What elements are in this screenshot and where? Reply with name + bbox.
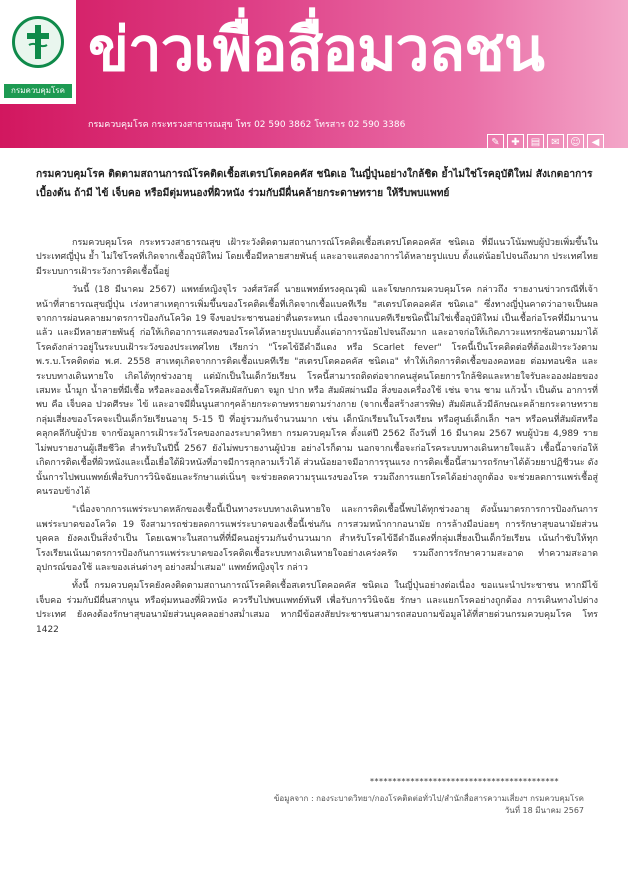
article-title: กรมควบคุมโรค ติดตามสถานการณ์โรคติดเชื้อสเตรปโตคอคคัส ชนิดเอ ในญี่ปุ่นอย่างใกล้ชิด ย้ำไม่ใช่โรคอุบัติใหม่ สังเกตอาการเบื้องต้น ถ้ามี ไข้ เจ็บคอ หรือมีตุ่มหนองที่ผิวหนัง ร่วมกับมีผื่นคล้ายกระดาษทราย ให้รีบพบแพทย์	[36, 169, 593, 199]
publish-date: วันที่ 18 มีนาคม 2567	[504, 806, 584, 815]
contact-line: กรมควบคุมโรค กระทรวงสาธารณสุข โทร 02 590 3862 โทรสาร 02 590 3386	[88, 120, 406, 130]
header-banner	[0, 0, 628, 148]
plus-icon[interactable]: ✚	[507, 134, 524, 151]
document-icon[interactable]: ▤	[527, 134, 544, 151]
megaphone-icon[interactable]: ◀	[587, 134, 604, 151]
brand-title: ข่าวเพื่อสื่อมวลชน	[88, 15, 544, 85]
chat-icon[interactable]: ✉	[547, 134, 564, 151]
article-paragraph: กรมควบคุมโรค กระทรวงสาธารณสุข เฝ้าระวังติดตามสถานการณ์โรคติดเชื้อสเตรปโตคอคคัส ชนิดเอ ที่มีแนวโน้มพบผู้ป่วยเพิ่มขึ้นในประเทศญี่ปุ่น ย้ำ ไม่ใช่โรคที่เกิดจากเชื้ออุบัติใหม่ โดยเชื้อมีหลายสายพันธุ์ และอาจแสดงอาการได้หลายรูปแบบ ตั้งแต่น้อยไปจนถึงมาก ประเทศไทยมีระบบการเฝ้าระวังการติดเชื้อนี้อยู่	[36, 238, 598, 277]
person-icon[interactable]: ☺	[567, 134, 584, 151]
logo-caption: กรมควบคุมโรค	[4, 84, 72, 98]
tool-icons	[487, 134, 604, 151]
article-paragraph: "เนื่องจากการแพร่ระบาดหลักของเชื้อนี้เป็นทางระบบทางเดินหายใจ และการติดเชื้อนี้พบได้ทุกช่วงอายุ ดังนั้นมาตรการการป้องกันการแพร่ระบาดของโควิด 19 จึงสามารถช่วยลดการแพร่ระบาดของเชื้อนี้เช่นกัน การสวมหน้ากากอนามัย การล้างมือบ่อยๆ การรักษาสุขอนามัยส่วนบุคคล ยังคงเป็นสิ่งจำเป็น โดยเฉพาะในสถานที่ที่มีคนอยู่รวมกันจำนวนมาก สำหรับโรคไข้อีดำอีแดงที่กลุ่มเสี่ยงเป็นเด็กวัยเรียน เน้นกำชับให้ทุกโรงเรียนเน้นมาตรการป้องกันการแพร่ระบาดของโรคติดเชื้อระบบทางเดินหายใจอย่างเคร่งครัด รวมถึงการรักษาความสะอาด ทำความสะอาดอุปกรณ์ของใช้ และของเล่นต่างๆ อย่างสม่ำเสมอ" แพทย์หญิงจุไร กล่าว	[36, 505, 598, 573]
wrench-icon[interactable]: ✎	[487, 134, 504, 151]
logo	[0, 0, 76, 104]
article-paragraph: วันนี้ (18 มีนาคม 2567) แพทย์หญิงจุไร วงศ์สวัสดิ์ นายแพทย์ทรงคุณวุฒิ และโฆษกกรมควบคุมโรค กล่าวถึง รายงานข่าวกรณีที่เจ้าหน้าที่สาธารณสุขญี่ปุ่น เร่งหาสาเหตุการเพิ่มขึ้นของโรคติดเชื้อที่เกิดจากเชื้อแบคทีเรีย "สเตรปโตคอคคัส ชนิดเอ" ซึ่งทางญี่ปุ่นคาดว่าอาจเป็นผลจากการผ่อนคลายมาตรการป้องกันโควิด 19 จึงขอประชาชนอย่าตื่นตระหนก เนื่องจากแบคทีเรียชนิดนี้ไม่ใช่เชื้ออุบัติใหม่ เป็นเชื้อก่อโรคที่มีมานานแล้ว และมีหลายสายพันธุ์ ก่อให้เกิดอาการแสดงของโรคได้หลายรูปแบบตั้งแต่อาการน้อยไปจนถึงมาก และอาจก่อให้เกิดภาวะแทรกซ้อนตามมาได้ โรคดังกล่าวอยู่ในระบบเฝ้าระวังของประเทศไทย เรียกว่า "โรคไข้อีดำอีแดง หรือ Scarlet fever" โรคนี้เป็นโรคติดต่อที่ต้องเฝ้าระวังตาม พ.ร.บ.โรคติดต่อ พ.ศ. 2558 สาเหตุเกิดจากการติดเชื้อแบคทีเรีย "สเตรปโตคอคคัส ชนิดเอ" ทำให้เกิดการติดเชื้อของคอหอย ต่อมทอนซิล และระบบทางเดินหายใจ เกิดได้ทุกช่วงอายุ แต่มักเป็นในเด็กวัยเรียน โรคนี้สามารถติดต่อจากคนสู่คนโดยการใกล้ชิดและหายใจรับละอองฝอยของเสมหะ น้ำมูก น้ำลายที่มีเชื้อ หรือละอองเชื้อโรคสัมผัสกับตา จมูก ปาก หรือ สัมผัสผ่านมือ สิ่งของเครื่องใช้ เช่น จาน ชาม แก้วน้ำ เป็นต้น อาการที่พบ คือ เจ็บคอ ปวดศีรษะ ไข้ และอาจมีผื่นนูนสากๆคล้ายกระดาษทรายตามร่างกาย (จากเชื้อสร้างสารพิษ) สัมผัสแล้วมีลักษณะคล้ายกระดาษทราย กลุ่มเสี่ยงของโรคจะเป็นเด็กวัยเรียนอายุ 5-15 ปี ที่อยู่รวมกันจำนวนมาก เช่น เด็กนักเรียนในโรงเรียน หรือศูนย์เด็กเล็ก ฯลฯ หรือคนที่สัมผัสหรือคลุกคลีกับผู้ป่วย จากข้อมูลการเฝ้าระวังโรคของกองระบาดวิทยา กรมควบคุมโรค ตั้งแต่ปี 2562 ถึงวันที่ 16 มีนาคม 2567 พบผู้ป่วย 4,989 ราย ไม่พบรายงานผู้เสียชีวิต สำหรับในปีนี้ 2567 ยังไม่พบรายงานผู้ป่วย อย่างไรก็ตาม นอกจากเชื้อจะก่อโรคระบบทางเดินหายใจแล้ว เชื้อนี้อาจก่อให้เกิดการติดเชื้อที่ผิวหนังและเนื้อเยื่อใต้ผิวหนังที่อาจมีการลุกลามเร็วได้ ส่วนน้อยอาจมีอาการรุนแรง การติดเชื้อนี้สามารถรักษาได้ด้วยยาปฏิชีวนะ ดังนั้นการไปพบแพทย์เพื่อรับการวินิจฉัยและรักษาแต่เนิ่นๆ จะช่วยลดความรุนแรงของโรค รวมถึงการแยกโรคได้อย่างถูกต้อง จะช่วยลดการแพร่เชื้อสู่คนรอบข้างได้	[36, 285, 598, 497]
separator-stars: ******************************************	[370, 777, 559, 786]
medical-cross-icon	[25, 25, 51, 59]
article-body	[36, 236, 598, 641]
source-credit: ข้อมูลจาก : กองระบาดวิทยา/กองโรคติดต่อทั่วไป/สำนักสื่อสารความเสี่ยงฯ กรมควบคุมโรค	[273, 794, 584, 803]
article-paragraph: ทั้งนี้ กรมควบคุมโรคยังคงติดตามสถานการณ์โรคติดเชื้อสเตรปโตคอคคัส ชนิดเอ ในญี่ปุ่นอย่างต่อเนื่อง ขอแนะนำประชาชน หากมีไข้ เจ็บคอ ร่วมกับมีผื่นสากนูน หรือตุ่มหนองที่ผิวหนัง ควรรีบไปพบแพทย์ทันที เพื่อรับการวินิจฉัย รักษา และแยกโรคอย่างถูกต้อง การเดินทางไปต่างประเทศ ยังคงต้องรักษาสุขอนามัยส่วนบุคคลอย่างสม่ำเสมอ หากมีข้อสงสัยประชาชนสามารถสอบถามข้อมูลได้ที่สายด่วนกรมควบคุมโรค โทร 1422	[36, 581, 598, 635]
